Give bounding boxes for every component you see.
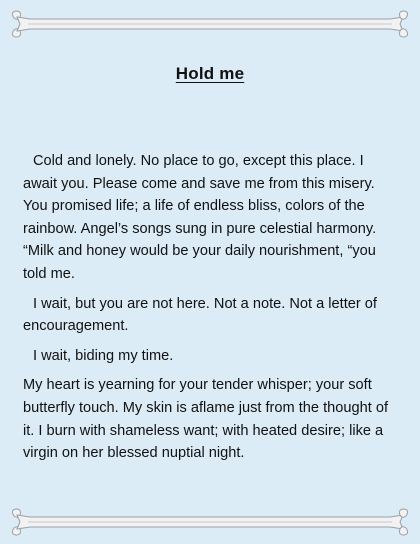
paragraph: Cold and lonely. No place to go, except this place. I await you. Please come and save me from this misery. You promised life; a life of endless bliss, colors of the rainbow. Angel’s songs sung in pure celestial harmony. “Milk and honey would be your daily nourishment, “you told me. [23, 153, 377, 282]
poem-body [23, 150, 401, 472]
paragraph: I wait, but you are not here. Not a note. Not a letter of encouragement. [23, 295, 377, 335]
bottom-scroll-border [0, 506, 420, 536]
page-title: Hold me [175, 64, 245, 83]
top-scroll-border [0, 8, 420, 38]
paragraph: My heart is yearning for your tender whisper; your soft butterfly touch. My skin is aflame just from the thought of it. I burn with shameless want; with heated desire; like a virgin on her blessed nuptial night. [23, 377, 389, 462]
paragraph: I wait, biding my time. [33, 347, 174, 364]
